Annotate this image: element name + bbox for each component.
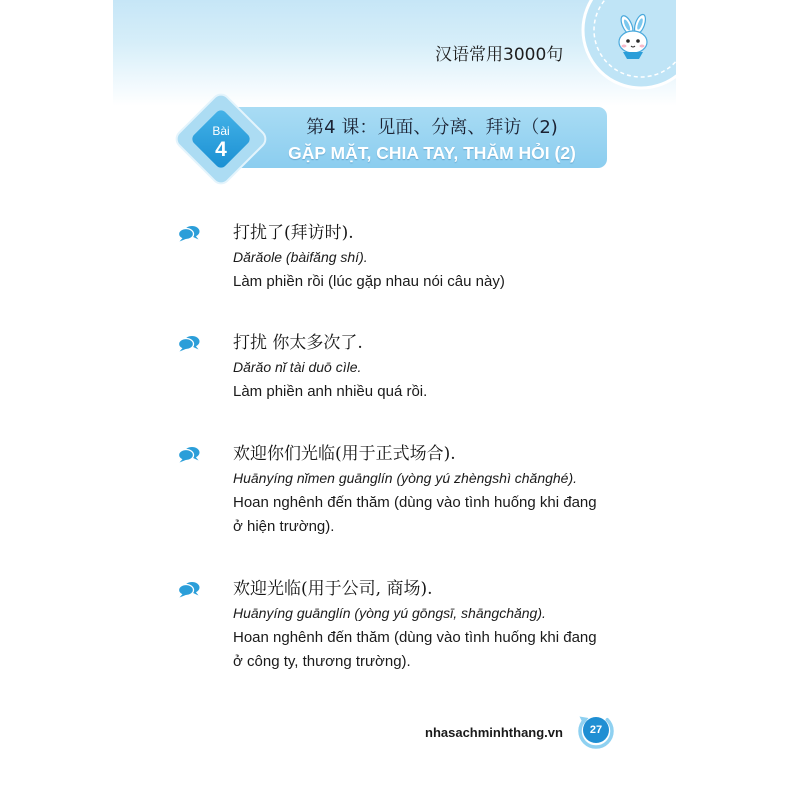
phrase-pinyin: Huānyíng guānglín (yòng yú gōngsī, shāngchăng). — [233, 605, 546, 622]
phrase-chinese: 欢迎光临(用于公司, 商场). — [233, 578, 433, 599]
speech-bubbles-icon — [178, 446, 200, 463]
phrase-entry — [233, 442, 673, 540]
phrase-entry — [233, 577, 673, 675]
page-number: 27 — [589, 724, 603, 736]
lesson-badge-label: Bài — [212, 124, 230, 138]
book-page — [113, 0, 676, 790]
phrase-chinese: 打扰了(拜访时). — [233, 222, 354, 243]
phrase-entry — [233, 221, 673, 295]
phrase-vietnamese: Làm phiền rồi (lúc gặp nhau nói câu này) — [233, 272, 505, 290]
phrase-pinyin: Dărăo nĭ tài duō cìle. — [233, 359, 362, 376]
phrase-chinese: 打扰 你太多次了. — [233, 332, 363, 353]
running-title: 汉语常用3000句 — [435, 45, 564, 65]
phrase-vietnamese: Hoan nghênh đến thăm (dùng vào tình huống khi đang — [233, 628, 597, 646]
phrase-vietnamese: Hoan nghênh đến thăm (dùng vào tình huống khi đang — [233, 493, 597, 511]
phrase-vietnamese-continued: ở công ty, thương trường). — [233, 653, 411, 671]
speech-bubbles-icon — [178, 335, 200, 352]
phrase-vietnamese: Làm phiền anh nhiều quá rồi. — [233, 382, 428, 400]
corner-emblem — [581, 0, 676, 90]
phrase-entry — [233, 331, 673, 405]
website-label: nhasachminhthang.vn — [425, 725, 563, 740]
speech-bubbles-icon — [178, 225, 200, 242]
phrase-vietnamese-continued: ở hiện trường). — [233, 518, 335, 536]
phrase-chinese: 欢迎你们光临(用于正式场合). — [233, 443, 456, 464]
lesson-number: 4 — [215, 138, 227, 161]
lesson-title-vietnamese: GẶP MẶT, CHIA TAY, THĂM HỎI (2) — [288, 143, 576, 163]
phrase-pinyin: Huānyíng nĭmen guānglín (yòng yú zhèngshì chănghé). — [233, 470, 578, 487]
lesson-title-chinese: 第4 课：见面、分离、拜访（2) — [306, 117, 558, 138]
speech-bubbles-icon — [178, 581, 200, 598]
phrase-pinyin: Dărăole (bàifăng shí). — [233, 249, 368, 266]
